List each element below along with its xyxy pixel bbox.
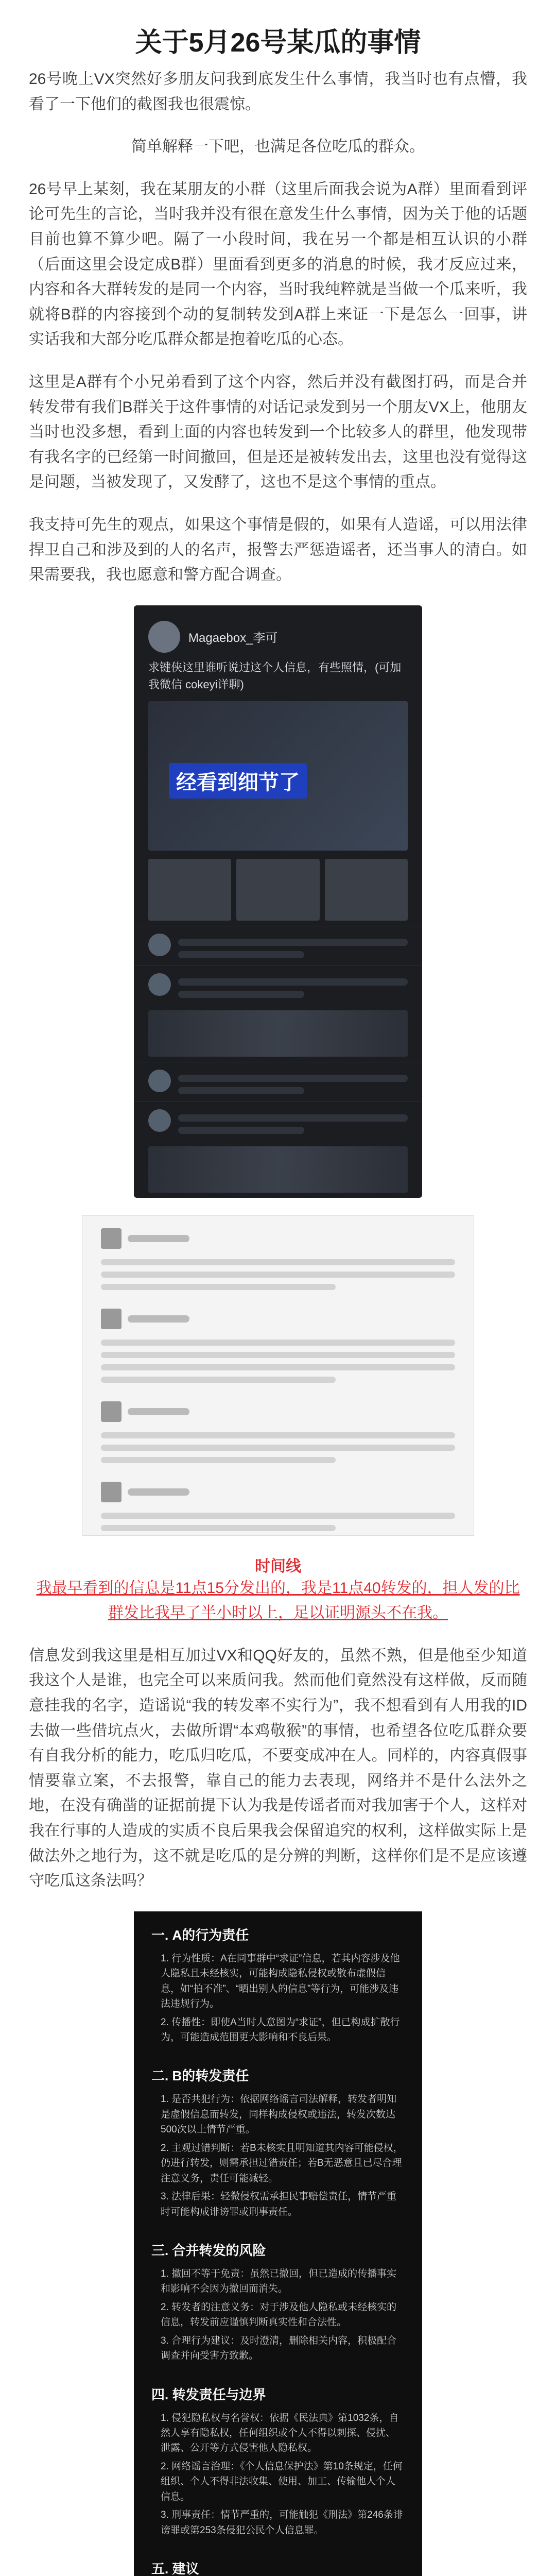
timeline-paragraph: 我最早看到的信息是11点15分发出的，我是11点40转发的，担人发的比群发比我早了半小时以上，足以证明源头不在我。 xyxy=(36,1579,520,1622)
legal-section-heading: 四. 转发责任与边界 xyxy=(151,2386,266,2402)
intro-paragraph-2: 简单解释一下吧，也满足各位吃瓜的群众。 xyxy=(131,138,425,156)
comment-row xyxy=(134,926,422,965)
post-image-caption: 经看到细节了 xyxy=(169,763,307,799)
legal-analysis-screenshot xyxy=(134,1911,422,2576)
comment-avatar xyxy=(148,1070,171,1092)
intro-paragraph-3: 26号早上某刻，我在某朋友的小群（这里后面我会说为A群）里面看到评论可先生的言论，当时我并没有很在意发生什么事情，因为关于他的话题目前也算不算少吧。隔了一小段时间，我在另一个都是相互认识的小群（后面这里会设定成B群）里面看到更多的消息的时候，我才反应过来，内容和各大群转发的是同一个内容，当时我纯粹就是当做一个瓜来听，我就将B群的内容接到个动的复制转发到A群上来证一下是怎么一回事，讲实话我和大部分吃瓜群众都是抱着吃瓜的心态。 xyxy=(29,180,527,348)
legal-section-item: 1. 行为性质：A在同事群中“求证”信息，若其内容涉及他人隐私且未经核实，可能构成隐私侵权或散布虚假信息，如“拍不准”、“晒出别人的信息”等行为，可能涉及违法违规行为。 xyxy=(161,1953,400,2010)
legal-section-heading: 五. 建议 xyxy=(151,2561,199,2576)
legal-section-item: 2. 传播性：即使A当时人意图为“求证”，但已构成扩散行为，可能造成范围更大影响和不良后果。 xyxy=(161,2016,400,2043)
social-post-screenshot xyxy=(134,605,422,1198)
post-image xyxy=(148,701,408,851)
intro-paragraph-4: 这里是A群有个小兄弟看到了这个内容，然后并没有截图打码，而是合并转发带有我们B群关于这件事情的对话记录发到另一个朋友VX上，他朋友当时也没多想，看到上面的内容也转发到一个比较多人的群里，他发现带有我名字的已经第一时间撤回，但是还是被转发出去，这里也没有觉得这是问题，当被发现了，又发酵了，这也不是这个事情的重点。 xyxy=(29,373,527,491)
timeline-heading: 时间线 xyxy=(255,1557,301,1575)
middle-paragraph: 信息发到我这里是相互加过VX和QQ好友的，虽然不熟，但是他至少知道我这个人是谁，也完全可以来质问我。然而他们竟然没有这样做，反而随意挂我的名字，造谣说“我的转发率不实行为”，我不想看到有人用我的ID去做一些借坑点火，去做所谓“本鸡敬猴”的事情，也希望各位吃瓜群众要有自我分析的能力，吃瓜归吃瓜，不要变成冲在人。同样的，内容真假事情要靠立案，不去报警，靠自己的能力去表现，网络并不是什么法外之地，在没有确凿的证据前提下认为我是传谣者而对我加害于个人，这样对我在行事的人造成的实质不良后果我会保留追究的权利，这样做实际上是做法外之地行为，这不就是吃瓜的是分辨的判断，这样你们是不是应该遵守吃瓜这条法吗？ xyxy=(29,1647,527,1890)
legal-section-item: 1. 撤回不等于免责：虽然已撤回，但已造成的传播事实和影响不会因为撤回而消失。 xyxy=(161,2268,397,2295)
blurred-region xyxy=(148,1146,408,1193)
comment-avatar xyxy=(148,973,171,996)
comment-row xyxy=(134,1101,422,1141)
legal-section-heading: 二. B的转发责任 xyxy=(151,2068,249,2084)
legal-section-item: 2. 主观过错判断：若B未核实且明知道其内容可能侵权，仍进行转发，则需承担过错责任；若B无恶意且已尽合理注意义务，责任可能减轻。 xyxy=(161,2142,403,2184)
post-username: Magaebox_李可 xyxy=(188,631,278,646)
comment-row xyxy=(134,1062,422,1101)
intro-paragraph-5: 我支持可先生的观点，如果这个事情是假的，如果有人造谣，可以用法律捍卫自己和涉及到的人的名声，报警去严惩造谣者，还当事人的清白。如果需要我，我也愿意和警方配合调查。 xyxy=(29,516,527,584)
legal-section-item: 1. 侵犯隐私权与名誉权：依据《民法典》第1032条，自然人享有隐私权，任何组织或个人不得以刺探、侵扰、泄露、公开等方式侵害他人隐私权。 xyxy=(161,2412,399,2454)
blurred-region xyxy=(148,1010,408,1057)
legal-section xyxy=(134,2545,422,2576)
avatar xyxy=(148,621,180,653)
comment-avatar xyxy=(148,1109,171,1132)
legal-section xyxy=(134,2052,422,2227)
legal-section-item: 3. 刑事责任：情节严重的，可能触犯《刑法》第246条诽谤罪或第253条侵犯公民个人信息罪。 xyxy=(161,2510,403,2536)
legal-section xyxy=(134,2227,422,2371)
legal-section-heading: 三. 合并转发的风险 xyxy=(151,2242,266,2258)
legal-section-item: 1. 是否共犯行为：依据网络谣言司法解释，转发者明知是虚假信息而转发，同样构成侵权或违法，转发次数达500次以上情节严重。 xyxy=(161,2094,397,2136)
legal-section-item: 2. 网络谣言治理：《个人信息保护法》第10条规定，任何组织、个人不得非法收集、使用、加工、传输他人个人信息。 xyxy=(161,2461,403,2502)
legal-section xyxy=(134,1911,422,2053)
intro-paragraph-1: 26号晚上VX突然好多朋友问我到底发生什么事情，我当时也有点懵，我看了一下他们的截图我也很震惊。 xyxy=(29,71,527,113)
chat-log-screenshot xyxy=(82,1215,474,1536)
article-title: 关于5月26号某瓜的事情 xyxy=(135,28,421,58)
post-text: 求键侠这里谁听说过这个人信息，有些照情，(可加我微信 cokeyi详聊) xyxy=(148,660,402,691)
thumbnail xyxy=(325,859,408,921)
legal-section-heading: 一. A的行为责任 xyxy=(151,1927,249,1943)
comment-avatar xyxy=(148,934,171,956)
legal-section-item: 3. 法律后果：轻微侵权需承担民事赔偿责任，情节严重时可能构成诽谤罪或刑事责任。 xyxy=(161,2191,397,2217)
avatar xyxy=(101,1401,121,1422)
comment-row xyxy=(134,965,422,1005)
post-thumbnails xyxy=(148,859,408,921)
thumbnail xyxy=(236,859,319,921)
legal-section-item: 2. 转发者的注意义务：对于涉及他人隐私或未经核实的信息，转发前应谨慎判断真实性和合法性。 xyxy=(161,2301,397,2328)
legal-section xyxy=(134,2371,422,2546)
avatar xyxy=(101,1228,121,1249)
thumbnail xyxy=(148,859,231,921)
avatar xyxy=(101,1309,121,1329)
legal-section-item: 3. 合理行为建议：及时澄清，删除相关内容，积极配合调查并向受害方致歉。 xyxy=(161,2335,397,2362)
avatar xyxy=(101,1482,121,1502)
